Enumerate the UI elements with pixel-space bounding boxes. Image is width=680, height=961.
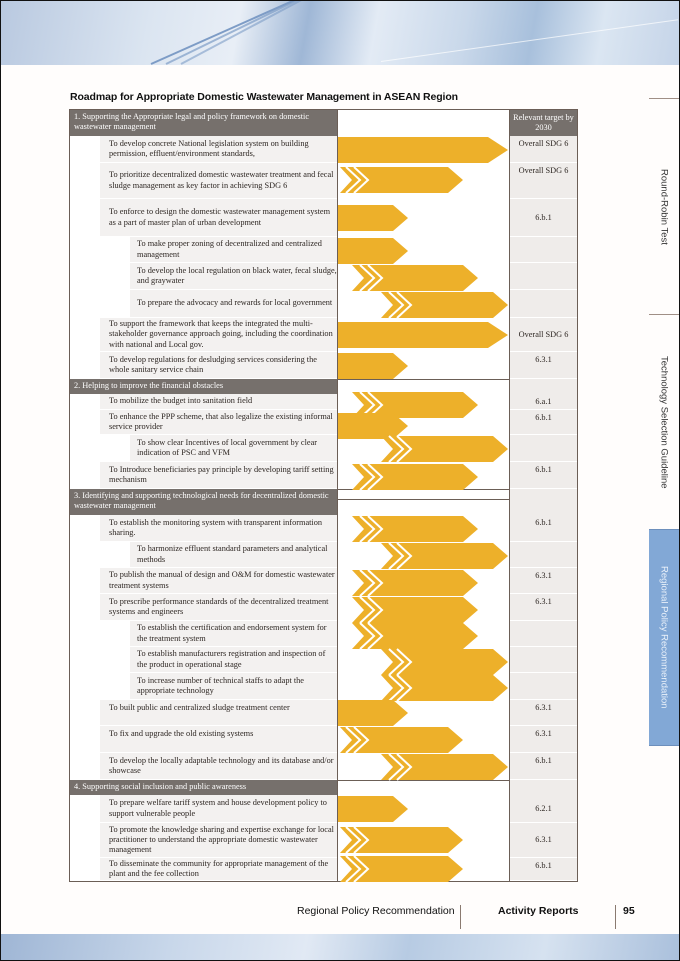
row-text: To prepare the advocacy and rewards for local government: [130, 290, 337, 318]
timeline-arrow: [338, 137, 508, 163]
row-target: [510, 673, 577, 700]
row-target: 6.3.1: [510, 823, 577, 858]
row-text: To promote the knowledge sharing and expertise exchange for local practitioner to understand the appropriate domestic wastewater management: [100, 823, 337, 858]
row-text: To prioritize decentralized domestic wastewater treatment and fecal sludge management as key factor in achieving SDG 6: [100, 163, 337, 199]
row-text: To mobilize the budget into sanitation field: [100, 394, 337, 410]
timeline-chevron-arrow: [381, 675, 508, 701]
row-target: [510, 290, 577, 318]
row-target: 6.b.1: [510, 515, 577, 542]
section-header-2: 2. Helping to improve the financial obstacles: [70, 379, 337, 394]
section-header-1: 1. Supporting the Appropriate legal and policy framework on domestic wastewater management: [70, 110, 337, 136]
footer-divider: [615, 905, 616, 929]
roadmap-table: [69, 109, 578, 882]
row-text: To develop the local regulation on black water, fecal sludge, and graywater: [130, 263, 337, 290]
row-target: 6.3.1: [510, 352, 577, 379]
page-title: Roadmap for Appropriate Domestic Wastewater Management in ASEAN Region: [70, 91, 458, 103]
row-target: 6.3.1: [510, 594, 577, 621]
row-text: To disseminate the community for appropriate management of the plant and the fee collection: [100, 858, 337, 881]
timeline-arrow: [338, 322, 508, 348]
side-tab-label: Technology Selection Guideline: [658, 355, 670, 489]
row-text: To support the framework that keeps the integrated the multi-stakeholder governance approach going, including the coordination with national and Local gov.: [100, 318, 337, 352]
row-target: [510, 542, 577, 568]
timeline-arrows: [338, 110, 509, 881]
row-text: To develop the locally adaptable technology and its database and/or showcase: [100, 753, 337, 780]
timeline-chevron-arrow: [352, 623, 478, 649]
footer-divider: [460, 905, 461, 929]
target-column-header: Relevant target by 2030: [510, 110, 577, 136]
timeline-arrow: [338, 700, 408, 726]
row-text: To fix and upgrade the old existing systems: [100, 726, 337, 753]
row-target: Overall SDG 6: [510, 163, 577, 199]
row-target: 6.b.1: [510, 858, 577, 881]
page-number: 95: [623, 905, 635, 917]
timeline-chevron-arrow: [381, 436, 508, 462]
side-tab-technology-selection-guideline[interactable]: [649, 315, 679, 529]
row-target: [510, 263, 577, 290]
row-text: To enhance the PPP scheme, that also legalize the existing informal service provider: [100, 410, 337, 435]
row-text: To establish the monitoring system with transparent information sharing.: [100, 515, 337, 542]
row-target: 6.b.1: [510, 462, 577, 489]
timeline-arrow: [338, 238, 408, 264]
timeline-chevron-arrow: [381, 543, 508, 569]
section-header-3: 3. Identifying and supporting technological needs for decentralized domestic wastewater management: [70, 489, 337, 515]
timeline-arrow: [338, 796, 408, 822]
timeline-chevron-arrow: [352, 265, 478, 291]
timeline-chevron-arrow: [352, 464, 478, 490]
side-tab-label: Regional Policy Recommendation: [658, 566, 670, 709]
row-text: To develop concrete National legislation system on building permission, effluent/environment standards,: [100, 136, 337, 163]
row-target: Overall SDG 6: [510, 318, 577, 352]
row-target: [510, 621, 577, 647]
footer-chapter-label: Activity Reports: [498, 905, 579, 917]
footer-section-label: Regional Policy Recommendation: [297, 905, 455, 917]
row-target: 6.b.1: [510, 753, 577, 780]
timeline-chevron-arrow: [340, 167, 463, 193]
row-target: 6.b.1: [510, 410, 577, 435]
row-text: To prescribe performance standards of the decentralized treatment systems and engineers: [100, 594, 337, 621]
row-target: [510, 237, 577, 263]
row-text: To establish the certification and endorsement system for the treatment system: [130, 621, 337, 647]
header-banner: [1, 1, 679, 65]
timeline-chevron-arrow: [352, 516, 478, 542]
row-text: To make proper zoning of decentralized and centralized management: [130, 237, 337, 263]
timeline-arrow: [338, 353, 408, 379]
row-text: To harmonize effluent standard parameters and analytical methods: [130, 542, 337, 568]
timeline-arrow: [338, 205, 408, 231]
section-header-4: 4. Supporting social inclusion and public awareness: [70, 780, 337, 795]
row-target: 6.b.1: [510, 199, 577, 237]
row-target: Overall SDG 6: [510, 136, 577, 163]
row-target: 6.3.1: [510, 726, 577, 753]
timeline-chevron-arrow: [340, 856, 463, 882]
row-text: To Introduce beneficiaries pay principle by developing tariff setting mechanism: [100, 462, 337, 489]
row-target: 6.3.1: [510, 568, 577, 594]
row-text: To prepare welfare tariff system and house development policy to support vulnerable people: [100, 795, 337, 823]
row-text: To develop regulations for desludging services considering the whole sanitary service chain: [100, 352, 337, 379]
timeline-chevron-arrow: [381, 754, 508, 780]
row-target: [510, 647, 577, 673]
row-target: 6.2.1: [510, 795, 577, 823]
timeline-chevron-arrow: [340, 827, 463, 853]
timeline-chevron-arrow: [381, 649, 508, 675]
footer-banner: [1, 934, 679, 960]
row-target: 6.3.1: [510, 700, 577, 726]
row-text: To built public and centralized sludge treatment center: [100, 700, 337, 726]
row-target: [510, 435, 577, 462]
row-target: 6.a.1: [510, 394, 577, 410]
row-text: To enforce to design the domestic wastewater management system as a part of master plan of urban development: [100, 199, 337, 237]
row-text: To show clear Incentives of local government by clear indication of PSC and VFM: [130, 435, 337, 462]
timeline-chevron-arrow: [340, 727, 463, 753]
timeline-chevron-arrow: [381, 292, 508, 318]
row-text: To establish manufacturers registration and inspection of the product in operational stage: [130, 647, 337, 673]
timeline-chevron-arrow: [352, 597, 478, 623]
side-tab-regional-policy-recommendation[interactable]: [649, 529, 679, 746]
row-text: To increase number of technical staffs to adapt the appropriate technology: [130, 673, 337, 700]
side-tab-label: Round-Robin Test: [658, 168, 670, 245]
side-tab-round-robin-test[interactable]: [649, 99, 679, 314]
timeline-chevron-arrow: [352, 570, 478, 596]
row-text: To publish the manual of design and O&M for domestic wastewater treatment systems: [100, 568, 337, 594]
